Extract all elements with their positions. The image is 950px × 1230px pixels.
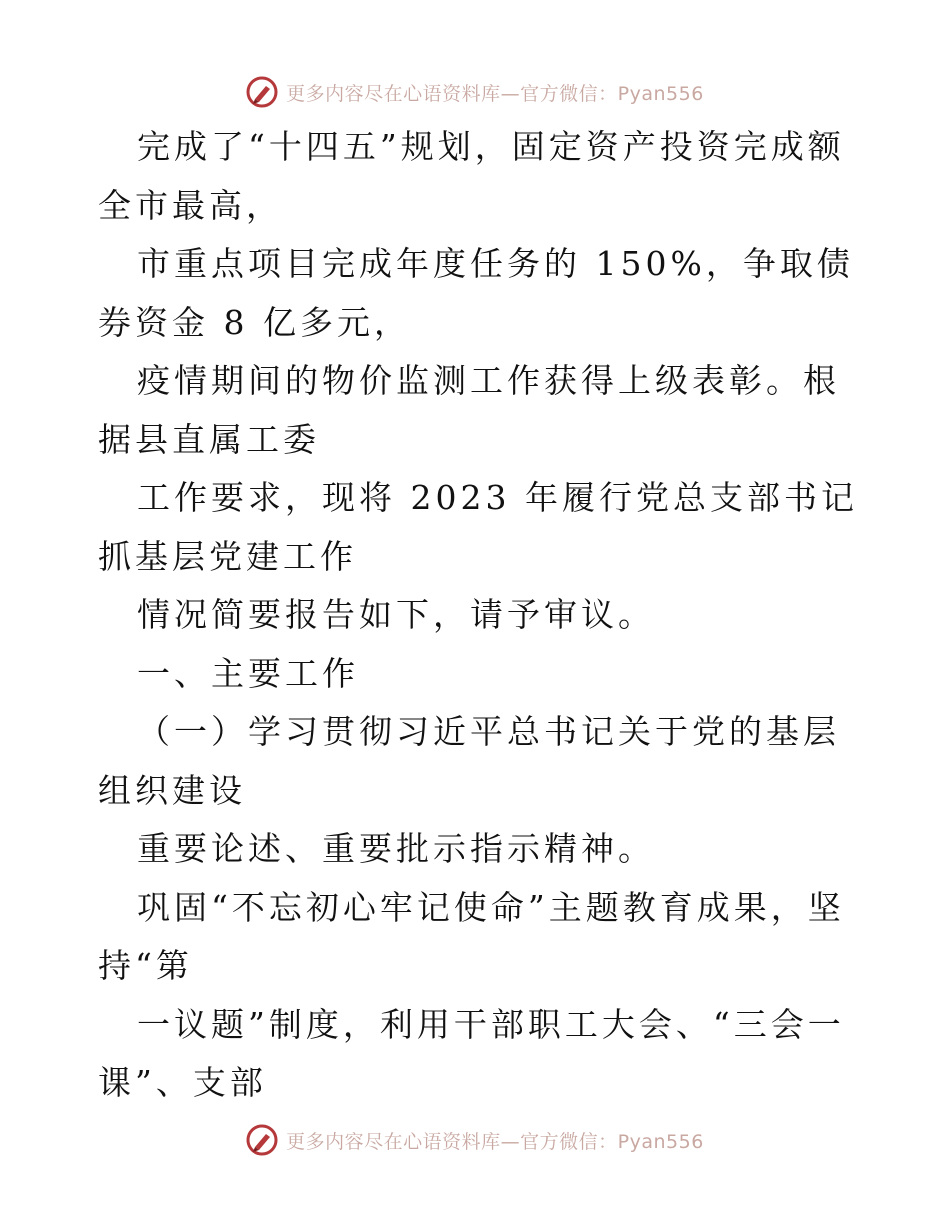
body-paragraph: 巩固“不忘初心牢记使命”主题教育成果，坚持“第 [98,887,845,985]
section-heading: 一、主要工作 [137,653,359,693]
body-paragraph: 市重点项目完成年度任务的 150%，争取债券资金 8 亿多元， [98,244,854,342]
body-paragraph: 完成了“十四五”规划，固定资产投资完成额全市最高， [98,127,845,225]
footer-watermark-banner [0,1120,950,1160]
body-paragraph: 疫情期间的物价监测工作获得上级表彰。根据县直属工委 [98,361,840,459]
body-paragraph: 情况简要报告如下，请予审议。 [137,595,655,634]
subsection-heading: （一）学习贯彻习近平总书记关于党的基层组织建设 [98,712,840,810]
body-paragraph: 一议题”制度，利用干部职工大会、“三会一课”、支部 [98,1004,845,1102]
document-body [98,118,858,1113]
body-paragraph: 工作要求，现将 2023 年履行党总支部书记抓基层党建工作 [98,478,858,576]
watermark-text: 更多内容尽在心语资料库—官方微信：Pyan556 [286,82,704,105]
pen-seal-icon [246,1124,278,1156]
watermark-text: 更多内容尽在心语资料库—官方微信：Pyan556 [286,1130,704,1153]
pen-seal-icon [246,76,278,108]
header-watermark-banner [0,72,950,112]
body-paragraph: 重要论述、重要批示指示精神。 [137,829,655,868]
